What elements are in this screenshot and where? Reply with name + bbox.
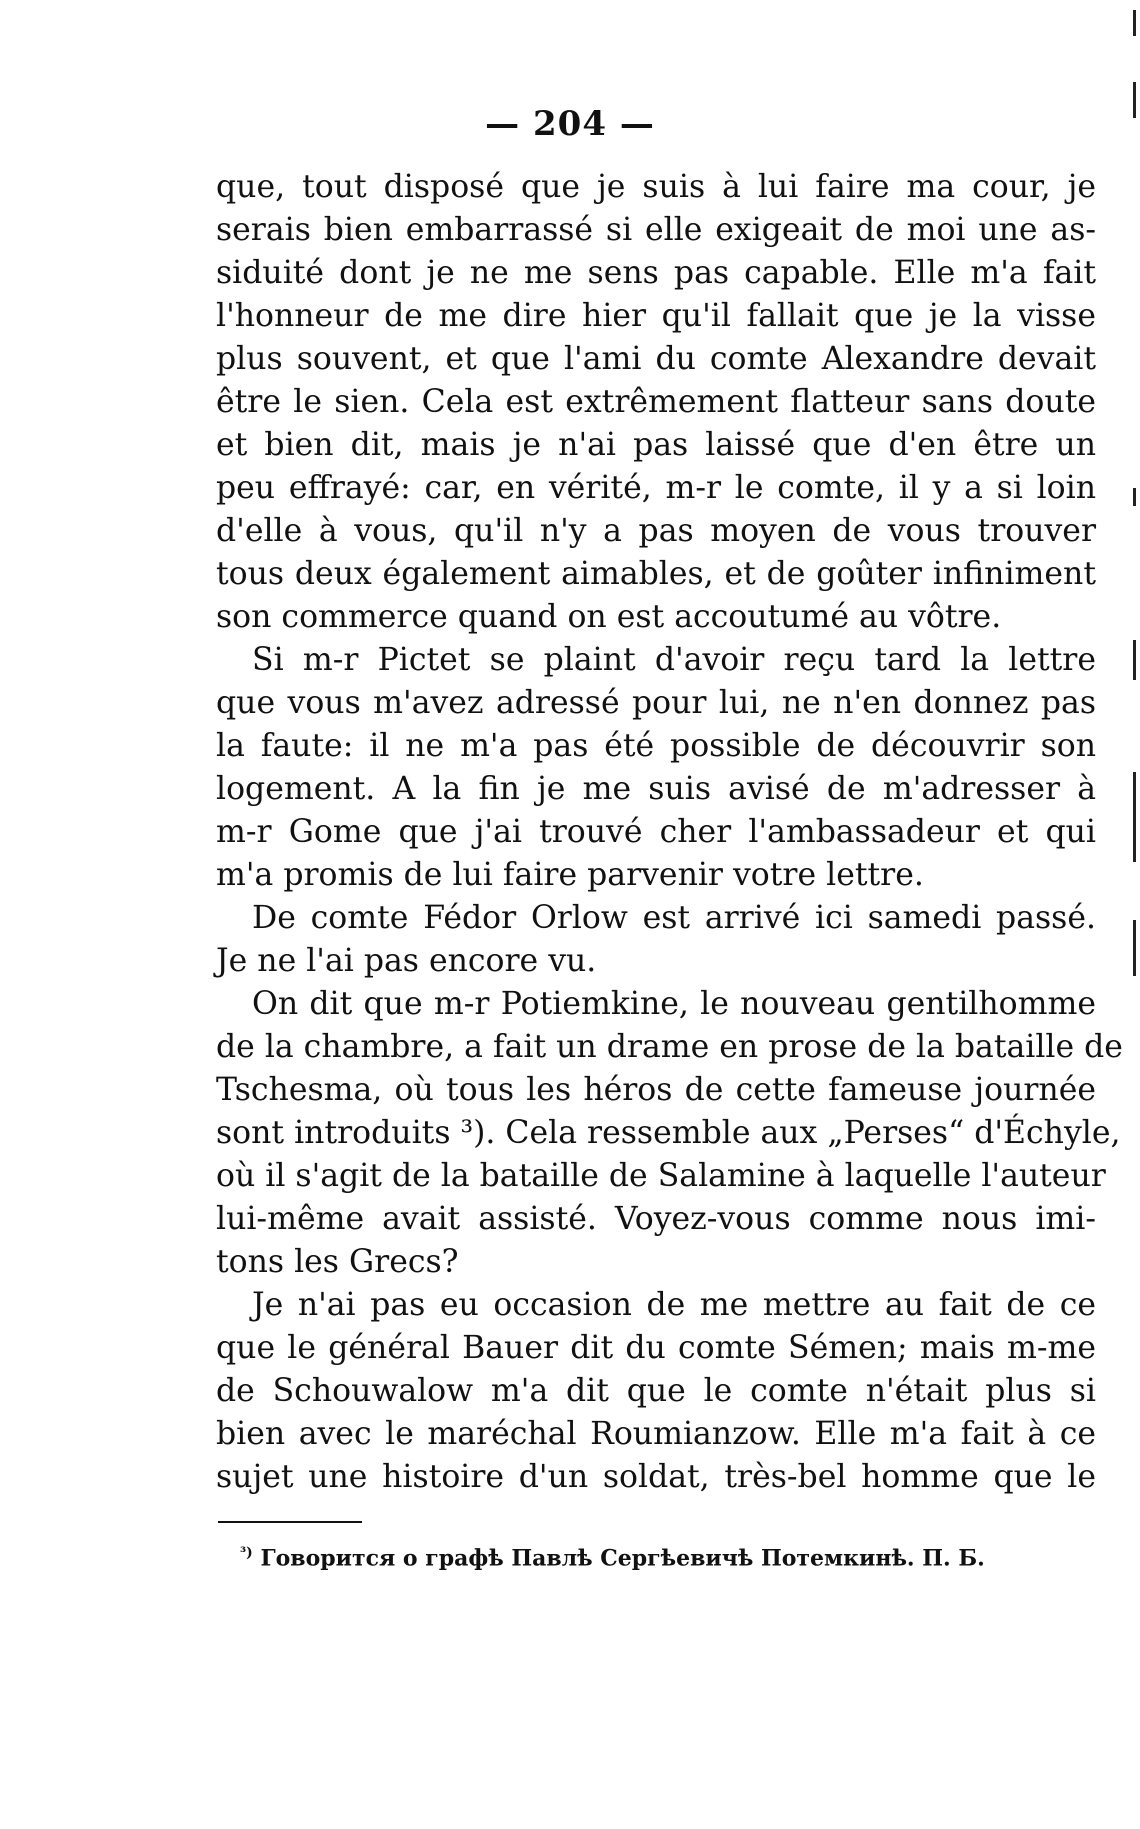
scan-edge-mark xyxy=(1133,82,1136,118)
paragraph xyxy=(216,1284,1096,1499)
text-line: De comte Fédor Orlow est arrivé ici samedi passé. xyxy=(252,900,1096,936)
page-number: — 204 — xyxy=(485,104,655,144)
text-line: lui-même avait assisté. Voyez-vous comme nous imi- xyxy=(216,1201,1096,1237)
text-line: sont introduits ³). Cela ressemble aux „Perses“ d'Échyle, xyxy=(216,1115,1121,1151)
text-line: de la chambre, a fait un drame en prose de la bataille de xyxy=(216,1029,1123,1065)
text-line: que, tout disposé que je suis à lui faire ma cour, je xyxy=(216,169,1096,205)
text-line: plus souvent, et que l'ami du comte Alexandre devait xyxy=(216,341,1096,377)
text-line: logement. A la fin je me suis avisé de m'adresser à xyxy=(216,771,1096,807)
text-line: que le général Bauer dit du comte Sémen; mais m-me xyxy=(216,1330,1096,1366)
text-line: son commerce quand on est accoutumé au vôtre. xyxy=(216,599,1002,635)
text-line: Tschesma, où tous les héros de cette fameuse journée xyxy=(216,1072,1096,1108)
text-line: Si m-r Pictet se plaint d'avoir reçu tard la lettre xyxy=(252,642,1096,678)
text-line: d'elle à vous, qu'il n'y a pas moyen de vous trouver xyxy=(216,513,1096,549)
text-line: et bien dit, mais je n'ai pas laissé que d'en être un xyxy=(216,427,1096,463)
text-line: Je n'ai pas eu occasion de me mettre au fait de ce xyxy=(252,1287,1096,1323)
text-line: la faute: il ne m'a pas été possible de découvrir son xyxy=(216,728,1096,764)
scan-edge-mark xyxy=(1133,488,1136,506)
footnote-divider xyxy=(218,1521,362,1523)
scan-edge-mark xyxy=(1133,640,1136,680)
scan-edge-mark xyxy=(1133,920,1136,976)
scan-edge-mark xyxy=(1133,10,1136,36)
text-line: serais bien embarrassé si elle exigeait de moi une as- xyxy=(216,212,1096,248)
paragraph xyxy=(216,897,1096,983)
text-line: sujet une histoire d'un soldat, très-bel homme que le xyxy=(216,1459,1096,1495)
text-line: siduité dont je ne me sens pas capable. Elle m'a fait xyxy=(216,255,1096,291)
paragraph xyxy=(216,639,1096,897)
text-line: m'a promis de lui faire parvenir votre lettre. xyxy=(216,857,924,893)
text-line: tous deux également aimables, et de goûter infiniment xyxy=(216,556,1096,592)
footnote-text: Говорится о графѣ Павлѣ Сергѣевичѣ Потемкинѣ. П. Б. xyxy=(260,1545,985,1572)
text-line: que vous m'avez adressé pour lui, ne n'en donnez pas xyxy=(216,685,1096,721)
text-line: où il s'agit de la bataille de Salamine à laquelle l'auteur xyxy=(216,1158,1106,1194)
footnote xyxy=(240,1538,985,1573)
text-line: On dit que m-r Potiemkine, le nouveau gentilhomme xyxy=(252,986,1096,1022)
text-line: m-r Gome que j'ai trouvé cher l'ambassadeur et qui xyxy=(216,814,1096,850)
footnote-marker: ³) xyxy=(240,1545,253,1561)
paragraph xyxy=(216,166,1096,639)
scan-edge-mark xyxy=(1133,772,1136,862)
text-line: Je ne l'ai pas encore vu. xyxy=(216,943,597,979)
text-line: tons les Grecs? xyxy=(216,1244,459,1280)
text-line: être le sien. Cela est extrêmement flatteur sans doute xyxy=(216,384,1096,420)
text-line: bien avec le maréchal Roumianzow. Elle m'a fait à ce xyxy=(216,1416,1096,1452)
text-line: peu effrayé: car, en vérité, m-r le comte, il y a si loin xyxy=(216,470,1096,506)
text-line: l'honneur de me dire hier qu'il fallait que je la visse xyxy=(216,298,1096,334)
text-line: de Schouwalow m'a dit que le comte n'était plus si xyxy=(216,1373,1096,1409)
body-text xyxy=(216,166,1123,1499)
paragraph xyxy=(216,983,1123,1284)
